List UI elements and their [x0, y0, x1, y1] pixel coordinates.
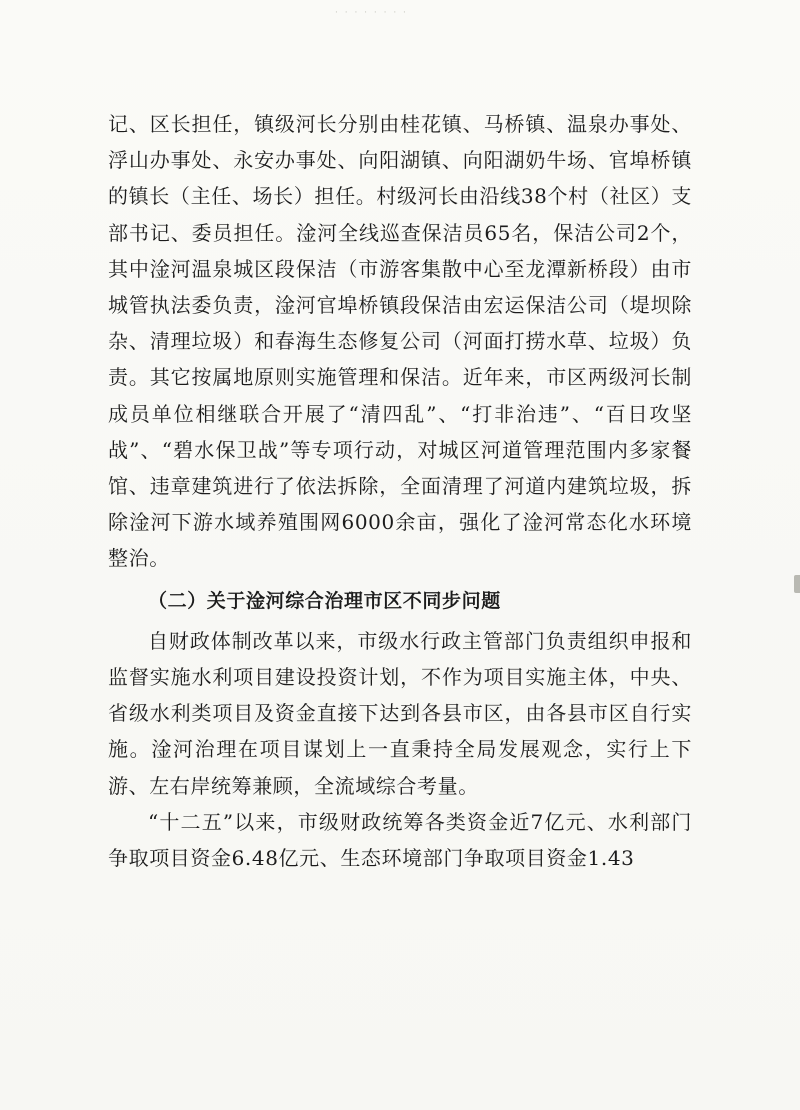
document-body: [108, 106, 692, 876]
scan-edge-mark: [794, 575, 800, 593]
section-heading: （二）关于淦河综合治理市区不同步问题: [148, 589, 501, 612]
paragraph-funding: “十二五”以来，市级财政统筹各类资金近7亿元、水利部门争取项目资金6.48亿元、生态环境部门争取项目资金1.43: [108, 809, 692, 871]
paragraph-river-chief-system: 记、区长担任，镇级河长分别由桂花镇、马桥镇、温泉办事处、浮山办事处、永安办事处、向阳湖镇、向阳湖奶牛场、官埠桥镇的镇长（主任、场长）担任。村级河长由沿线38个村（社区）支部书记、委员担任。淦河全线巡查保洁员65名，保洁公司2个，其中淦河温泉城区段保洁（市游客集散中心至龙潭新桥段）由市城管执法委负责，淦河官埠桥镇段保洁由宏运保洁公司（堤坝除杂、清理垃圾）和春海生态修复公司（河面打捞水草、垃圾）负责。其它按属地原则实施管理和保洁。近年来，市区两级河长制成员单位相继联合开展了“清四乱”、“打非治违”、“百日攻坚战”、“碧水保卫战”等专项行动，对城区河道管理范围内多家餐馆、违章建筑进行了依法拆除，全面清理了河道内建筑垃圾，拆除淦河下游水域养殖围网6000余亩，强化了淦河常态化水环境整治。: [108, 112, 692, 571]
paragraph-fiscal-reform: 自财政体制改革以来，市级水行政主管部门负责组织申报和监督实施水利项目建设投资计划，不作为项目实施主体，中央、省级水利类项目及资金直接下达到各县市区，由各县市区自行实施。淦河治理在项目谋划上一直秉持全局发展观念，实行上下游、左右岸统筹兼顾，全流域综合考量。: [108, 628, 692, 798]
scan-header-mark: · · · · · · · ·: [335, 8, 408, 18]
